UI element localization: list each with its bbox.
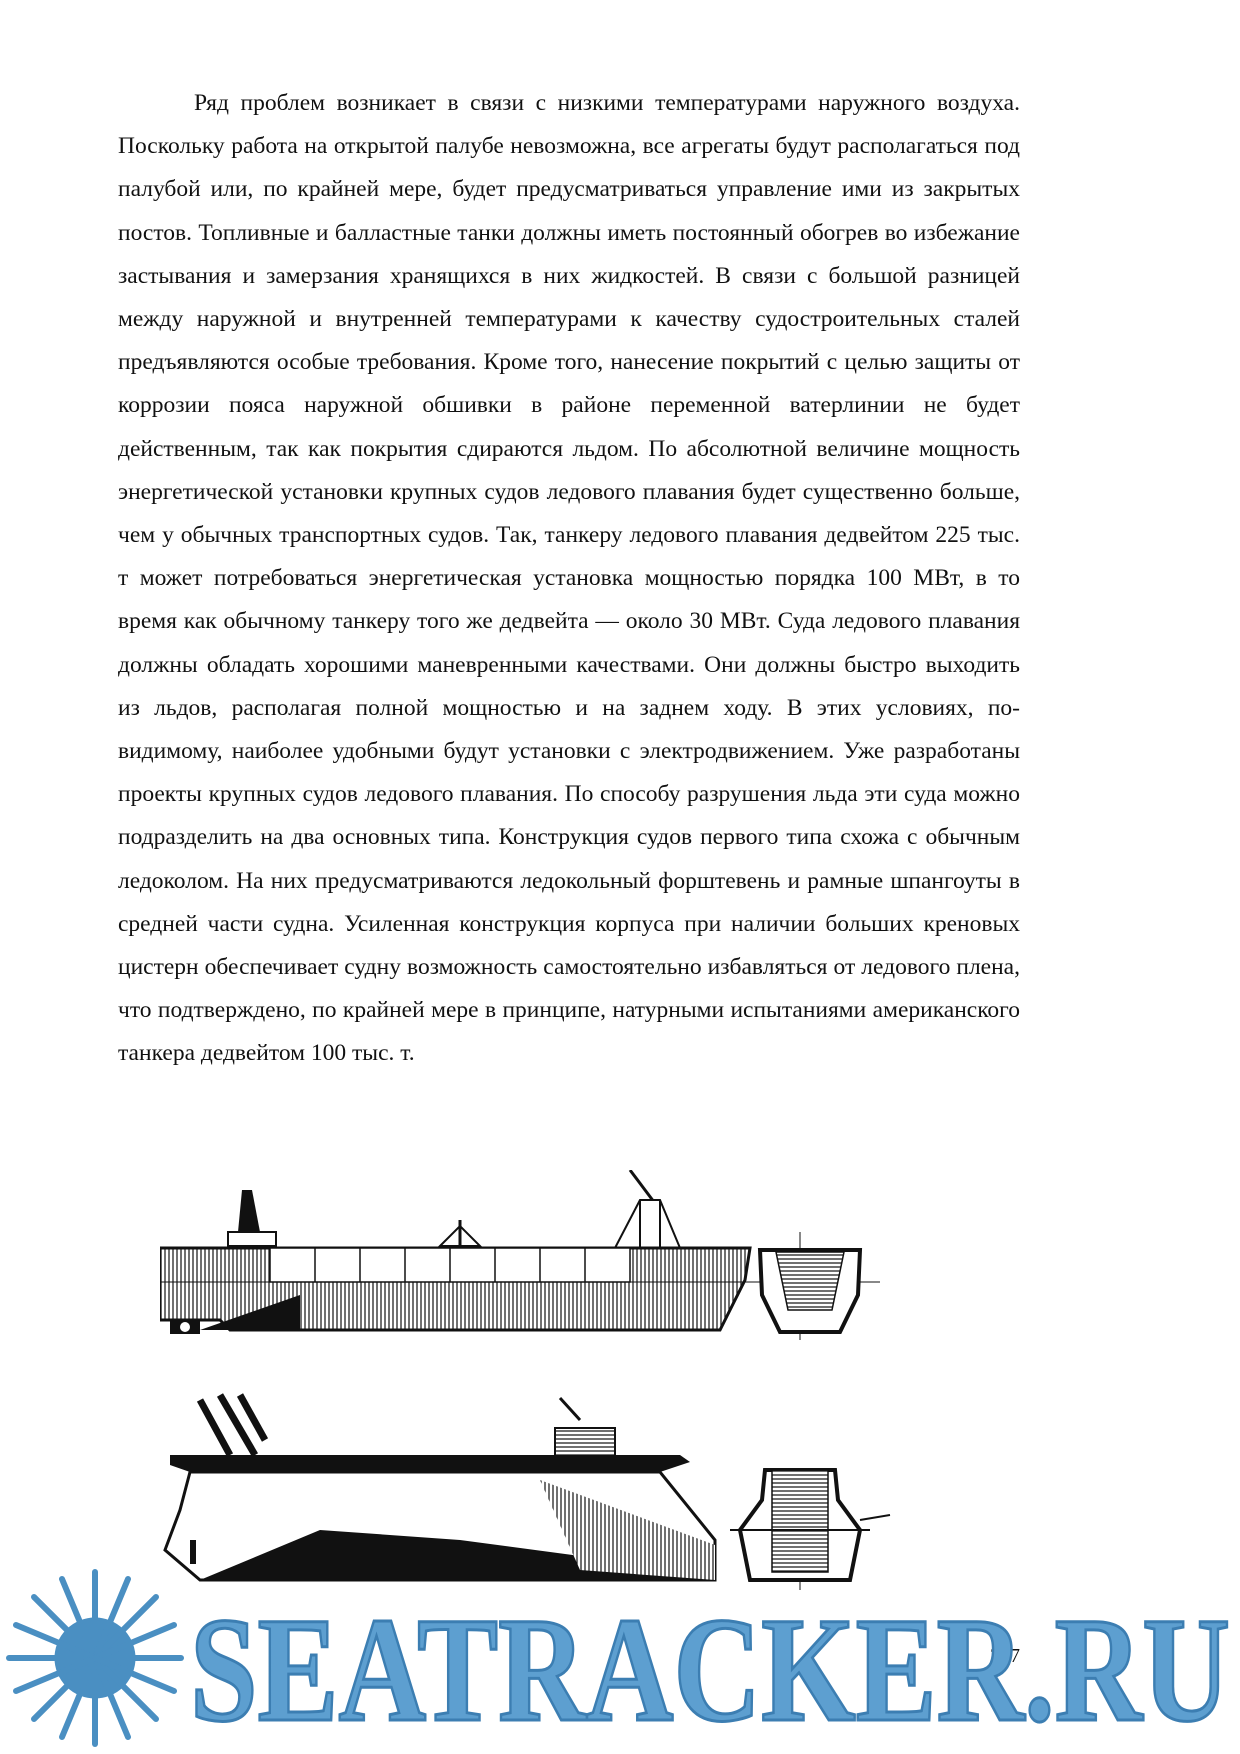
ship-drawings-figure [160,1170,980,1590]
body-paragraph: Ряд проблем возникает в связи с низкими температурами наружного воздуха. Поскольку работа на открытой палубе невозможна, все агрегаты будут располагаться под палубой или, по крайней мере, будет предусматриваться управление ими из закрытых постов. Топливные и балластные танки должны иметь постоянный обогрев во избежание застывания и замерзания хранящихся в них жидкостей. В связи с большой разницей между наружной и внутренней температурами к качеству судостроительных сталей предъявляются особые требования. Кроме того, нанесение покрытий с целью защиты от коррозии пояса наружной обшивки в районе переменной ватерлинии не будет действенным, так как покрытия сдираются льдом. По абсолютной величине мощность энергетической установки крупных судов ледового плавания будет существенно больше, чем у обычных транспортных судов. Так, танкеру ледового плавания дедвейтом 225 тыс. т может потребоваться энергетическая установка мощностью порядка 100 МВт, в то время как обычному танкеру того же дедвейта — около 30 МВт. Суда ледового плавания должны обладать хорошими маневренными качествами. Они должны быстро выходить из льдов, располагая полной мощностью и на заднем ходу. В этих условиях, по-видимому, наиболее удобными будут установки с электродвижением. Уже разработаны проекты крупных судов ледового плавания. По способу разрушения льда эти суда можно подразделить на два основных типа. Конструкция судов первого типа схожа с обычным ледоколом. На них предусматриваются ледокольный форштевень и рамные шпангоуты в средней части судна. Усиленная конструкция корпуса при наличии больших креновых цистерн обеспечивает судну возможность самостоятельно избавляться от ледового плена, что подтверждено, по крайней мере в принципе, натурными испытаниями американского танкера дедвейтом 100 тыс. т. [118,90,1020,1067]
sun-icon [9,1572,181,1744]
upper-ship-side-view [160,1170,760,1334]
lower-ship-side-view [165,1395,715,1580]
upper-ship-cross-section [760,1232,880,1340]
watermark-text: SEATRACKER.RU [190,1587,1230,1753]
page-number: 257 [990,1645,1020,1667]
seatracker-watermark [0,1560,1240,1754]
